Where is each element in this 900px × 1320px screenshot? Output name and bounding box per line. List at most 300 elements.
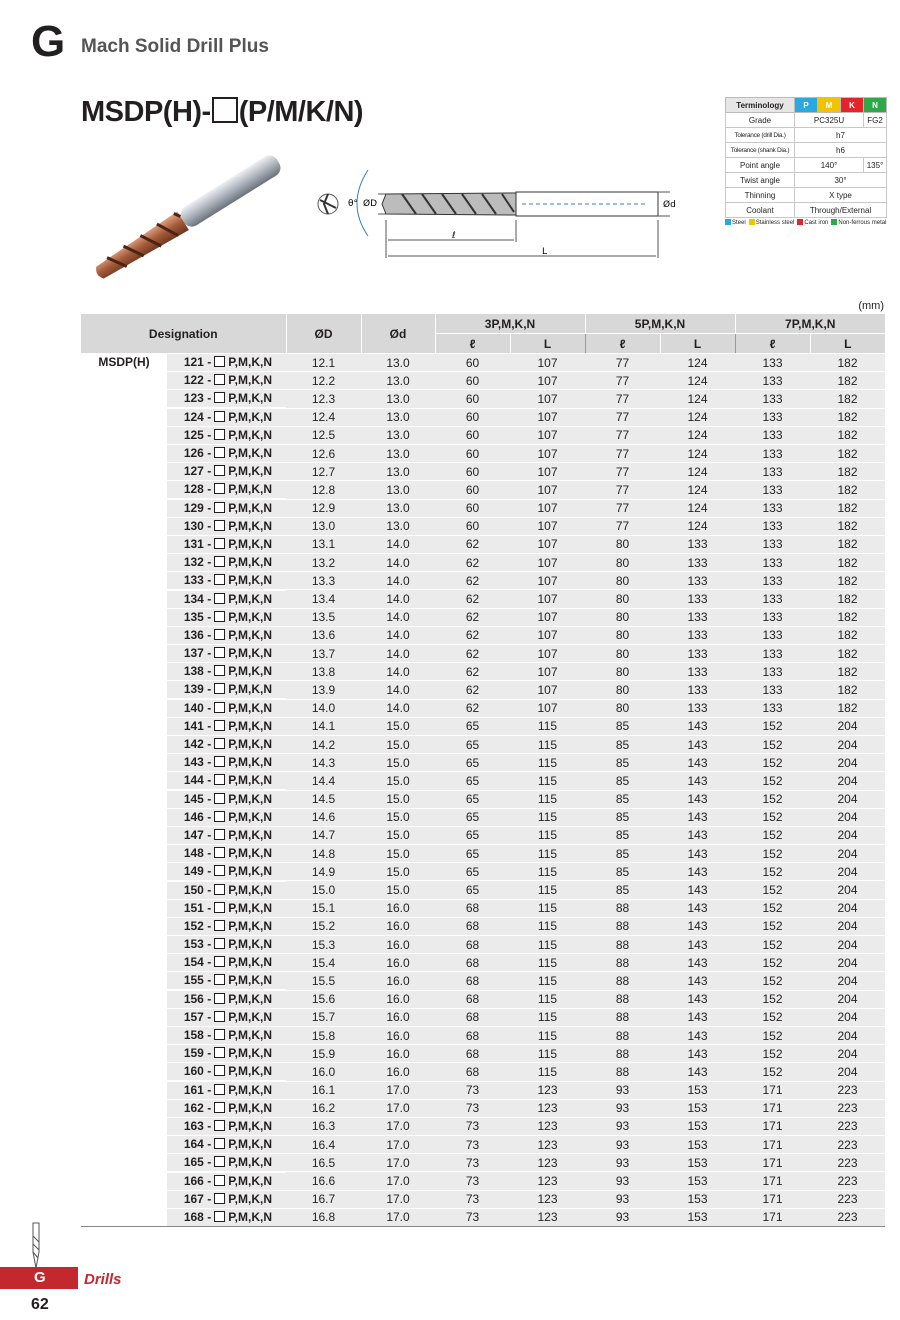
spec-header-row [726, 98, 887, 113]
od-cell: 12.8 [286, 481, 361, 499]
angle-label: θ° [348, 199, 359, 209]
designation-label: 138 - P,M,K,N [167, 663, 286, 680]
flute-3d-cell: 68 [435, 1026, 510, 1044]
designation-label: 124 - P,M,K,N [167, 409, 286, 426]
flute-3d-cell: 60 [435, 390, 510, 408]
od-cell: 16.3 [286, 1117, 361, 1135]
sd-cell: 14.0 [361, 535, 435, 553]
od-cell: 13.7 [286, 645, 361, 663]
total-3d-cell: 115 [510, 990, 585, 1008]
series-label [81, 791, 167, 808]
designation-code: 127 [183, 464, 204, 479]
flute-7d-cell: 133 [735, 463, 810, 481]
placeholder-box-icon [214, 520, 225, 531]
designation-code: 160 [183, 1064, 204, 1079]
spec-label: Point angle [726, 158, 795, 173]
od-cell: 12.4 [286, 408, 361, 426]
col-group-3d: 3P,M,K,N [435, 314, 585, 334]
designation-wrap [81, 1063, 286, 1081]
spec-label: Coolant [726, 203, 795, 218]
designation-code: 126 [183, 446, 204, 461]
od-cell: 15.6 [286, 990, 361, 1008]
table-row [81, 954, 885, 972]
designation-suffix: P,M,K,N [228, 1155, 272, 1170]
series-label [81, 718, 167, 735]
designation-wrap [81, 408, 286, 426]
designation-code: 132 [183, 555, 204, 570]
total-3d-cell: 115 [510, 954, 585, 972]
total-7d-cell: 182 [810, 645, 885, 663]
col-5d-flute-length: ℓ [585, 334, 660, 354]
total-7d-cell: 204 [810, 790, 885, 808]
designation-wrap [81, 1154, 286, 1172]
designation-suffix: P,M,K,N [228, 536, 272, 551]
designation-label: 128 - P,M,K,N [167, 481, 286, 498]
designation-label: 143 - P,M,K,N [167, 754, 286, 771]
od-cell: 15.5 [286, 972, 361, 990]
total-3d-cell: 107 [510, 354, 585, 372]
table-row [81, 608, 885, 626]
flute-7d-cell: 152 [735, 790, 810, 808]
total-7d-cell: 204 [810, 735, 885, 753]
od-cell: 16.6 [286, 1172, 361, 1190]
total-3d-cell: 123 [510, 1136, 585, 1154]
od-cell: 13.9 [286, 681, 361, 699]
od-cell: 15.2 [286, 917, 361, 935]
flute-5d-cell: 80 [585, 572, 660, 590]
spec-row-tol-drill [726, 128, 887, 143]
total-3d-cell: 115 [510, 972, 585, 990]
table-row [81, 699, 885, 717]
series-label [81, 1118, 167, 1135]
sd-cell: 16.0 [361, 954, 435, 972]
designation-label: 125 - P,M,K,N [167, 427, 286, 444]
drill-diagram [312, 162, 674, 262]
designation-wrap [81, 917, 286, 935]
series-label [81, 972, 167, 989]
total-7d-cell: 223 [810, 1190, 885, 1208]
placeholder-box-icon [214, 556, 225, 567]
designation-wrap [81, 699, 286, 717]
placeholder-box-icon [214, 593, 225, 604]
flute-5d-cell: 93 [585, 1154, 660, 1172]
od-cell: 12.1 [286, 354, 361, 372]
designation-code: 157 [183, 1009, 204, 1024]
total-3d-cell: 115 [510, 899, 585, 917]
flute-5d-cell: 88 [585, 899, 660, 917]
flute-7d-cell: 171 [735, 1172, 810, 1190]
spec-value: 140° [795, 158, 864, 173]
table-row [81, 408, 885, 426]
table-row [81, 936, 885, 954]
total-5d-cell: 143 [660, 790, 735, 808]
placeholder-box-icon [214, 611, 225, 622]
total-5d-cell: 143 [660, 881, 735, 899]
col-designation: Designation [81, 314, 286, 354]
drill-photo [78, 158, 300, 276]
placeholder-box-icon [214, 392, 225, 403]
designation-code: 128 [183, 482, 204, 497]
total-5d-cell: 133 [660, 626, 735, 644]
table-row [81, 645, 885, 663]
total-7d-cell: 204 [810, 972, 885, 990]
total-3d-cell: 123 [510, 1154, 585, 1172]
table-row [81, 372, 885, 390]
total-5d-cell: 153 [660, 1154, 735, 1172]
designation-label: 158 - P,M,K,N [167, 1027, 286, 1044]
designation-code: 138 [183, 664, 204, 679]
series-label [81, 536, 167, 553]
total-7d-cell: 182 [810, 444, 885, 462]
sd-cell: 15.0 [361, 845, 435, 863]
designation-code: 133 [183, 573, 204, 588]
od-cell: 16.1 [286, 1081, 361, 1099]
series-label [81, 427, 167, 444]
total-7d-cell: 204 [810, 1045, 885, 1063]
sd-cell: 14.0 [361, 590, 435, 608]
flute-3d-cell: 65 [435, 735, 510, 753]
col-3d-flute-length: ℓ [435, 334, 510, 354]
flute-5d-cell: 93 [585, 1208, 660, 1226]
od-cell: 14.4 [286, 772, 361, 790]
designation-wrap [81, 681, 286, 699]
total-7d-cell: 182 [810, 681, 885, 699]
table-row [81, 663, 885, 681]
table-row [81, 881, 885, 899]
designation-code: 131 [183, 536, 204, 551]
designation-label: 133 - P,M,K,N [167, 572, 286, 589]
sd-cell: 13.0 [361, 499, 435, 517]
total-3d-cell: 115 [510, 917, 585, 935]
total-7d-cell: 182 [810, 535, 885, 553]
flute-7d-cell: 171 [735, 1117, 810, 1135]
flute-3d-cell: 65 [435, 772, 510, 790]
series-label [81, 1045, 167, 1062]
placeholder-box-icon [214, 447, 225, 458]
flute-3d-cell: 68 [435, 990, 510, 1008]
total-7d-cell: 182 [810, 354, 885, 372]
od-cell: 12.6 [286, 444, 361, 462]
placeholder-box-icon [214, 829, 225, 840]
flute-7d-cell: 152 [735, 1008, 810, 1026]
total-3d-cell: 107 [510, 590, 585, 608]
designation-label: 142 - P,M,K,N [167, 736, 286, 753]
od-cell: 13.4 [286, 590, 361, 608]
flute-3d-cell: 68 [435, 1045, 510, 1063]
designation-label: 153 - P,M,K,N [167, 936, 286, 953]
od-cell: 16.8 [286, 1208, 361, 1226]
total-5d-cell: 124 [660, 499, 735, 517]
total-7d-cell: 182 [810, 699, 885, 717]
od-cell: 14.7 [286, 826, 361, 844]
total-7d-cell: 204 [810, 899, 885, 917]
designation-wrap [81, 663, 286, 681]
total-3d-cell: 107 [510, 554, 585, 572]
section-tab-title: Drills [84, 1271, 122, 1288]
total-5d-cell: 124 [660, 426, 735, 444]
designation-code: 135 [183, 609, 204, 624]
designation-wrap [81, 626, 286, 644]
series-label [81, 591, 167, 608]
designation-wrap [81, 372, 286, 390]
placeholder-box-icon [214, 502, 225, 513]
flute-5d-cell: 93 [585, 1117, 660, 1135]
total-7d-cell: 182 [810, 554, 885, 572]
series-label [81, 863, 167, 880]
placeholder-box-icon [214, 920, 225, 931]
total-7d-cell: 182 [810, 426, 885, 444]
flute-7d-cell: 152 [735, 772, 810, 790]
flute-7d-cell: 133 [735, 699, 810, 717]
od-cell: 14.5 [286, 790, 361, 808]
od-cell: 16.5 [286, 1154, 361, 1172]
designation-label: 162 - P,M,K,N [167, 1100, 286, 1117]
placeholder-box-icon [214, 1047, 225, 1058]
flute-7d-cell: 133 [735, 626, 810, 644]
flute-5d-cell: 85 [585, 845, 660, 863]
series-label [81, 609, 167, 626]
flute-7d-cell: 133 [735, 608, 810, 626]
sd-cell: 15.0 [361, 772, 435, 790]
flute-7d-cell: 152 [735, 1045, 810, 1063]
flute-7d-cell: 171 [735, 1208, 810, 1226]
designation-suffix: P,M,K,N [228, 1137, 272, 1152]
flute-3d-cell: 65 [435, 790, 510, 808]
total-length-label: L [542, 247, 548, 257]
designation-suffix: P,M,K,N [228, 373, 272, 388]
designation-code: 136 [183, 627, 204, 642]
designation-label: 152 - P,M,K,N [167, 918, 286, 935]
total-5d-cell: 133 [660, 663, 735, 681]
total-5d-cell: 124 [660, 354, 735, 372]
sd-cell: 17.0 [361, 1136, 435, 1154]
flute-3d-cell: 65 [435, 881, 510, 899]
sd-cell: 15.0 [361, 717, 435, 735]
section-title: Mach Solid Drill Plus [81, 36, 269, 57]
od-cell: 12.2 [286, 372, 361, 390]
spec-header-k: K [841, 98, 864, 113]
flute-7d-cell: 133 [735, 645, 810, 663]
total-5d-cell: 153 [660, 1081, 735, 1099]
total-7d-cell: 223 [810, 1208, 885, 1226]
designation-suffix: P,M,K,N [228, 682, 272, 697]
col-group-5d: 5P,M,K,N [585, 314, 735, 334]
col-7d-flute-length: ℓ [735, 334, 810, 354]
series-label [81, 845, 167, 862]
designation-suffix: P,M,K,N [228, 955, 272, 970]
series-label [81, 518, 167, 535]
designation-suffix: P,M,K,N [228, 937, 272, 952]
flute-5d-cell: 80 [585, 590, 660, 608]
flute-3d-cell: 68 [435, 936, 510, 954]
total-3d-cell: 115 [510, 1045, 585, 1063]
flute-5d-cell: 77 [585, 390, 660, 408]
total-7d-cell: 182 [810, 663, 885, 681]
total-7d-cell: 204 [810, 990, 885, 1008]
designation-label: 150 - P,M,K,N [167, 882, 286, 899]
table-row [81, 1026, 885, 1044]
flute-5d-cell: 77 [585, 444, 660, 462]
total-3d-cell: 115 [510, 1026, 585, 1044]
sd-cell: 13.0 [361, 390, 435, 408]
flute-7d-cell: 133 [735, 372, 810, 390]
designation-suffix: P,M,K,N [228, 591, 272, 606]
flute-7d-cell: 152 [735, 972, 810, 990]
table-row [81, 390, 885, 408]
designation-suffix: P,M,K,N [228, 791, 272, 806]
flute-5d-cell: 85 [585, 772, 660, 790]
series-label [81, 372, 167, 389]
placeholder-box-icon [214, 1156, 225, 1167]
flute-7d-cell: 133 [735, 535, 810, 553]
designation-wrap [81, 1172, 286, 1190]
legend-stainless: Stainless steel [749, 219, 795, 226]
total-3d-cell: 107 [510, 645, 585, 663]
designation-code: 122 [183, 373, 204, 388]
total-3d-cell: 115 [510, 754, 585, 772]
flute-7d-cell: 152 [735, 990, 810, 1008]
flute-5d-cell: 77 [585, 354, 660, 372]
flute-5d-cell: 85 [585, 826, 660, 844]
flute-5d-cell: 80 [585, 608, 660, 626]
total-5d-cell: 143 [660, 990, 735, 1008]
designation-wrap [81, 572, 286, 590]
series-label [81, 1009, 167, 1026]
series-label [81, 882, 167, 899]
table-row [81, 554, 885, 572]
designation-suffix: P,M,K,N [228, 664, 272, 679]
designation-suffix: P,M,K,N [228, 755, 272, 770]
flute-5d-cell: 85 [585, 790, 660, 808]
total-7d-cell: 204 [810, 717, 885, 735]
table-row [81, 517, 885, 535]
designation-label: 157 - P,M,K,N [167, 1009, 286, 1026]
table-row [81, 754, 885, 772]
spec-table [725, 97, 887, 218]
designation-code: 150 [183, 882, 204, 897]
flute-7d-cell: 133 [735, 481, 810, 499]
total-3d-cell: 123 [510, 1099, 585, 1117]
designation-code: 137 [183, 646, 204, 661]
total-3d-cell: 107 [510, 681, 585, 699]
total-5d-cell: 133 [660, 608, 735, 626]
placeholder-box-icon [214, 1120, 225, 1131]
placeholder-box-icon [214, 993, 225, 1004]
total-7d-cell: 182 [810, 408, 885, 426]
total-3d-cell: 107 [510, 444, 585, 462]
designation-label: 134 - P,M,K,N [167, 591, 286, 608]
designation-label: 156 - P,M,K,N [167, 991, 286, 1008]
series-label [81, 500, 167, 517]
designation-label: 135 - P,M,K,N [167, 609, 286, 626]
designation-label: 144 - P,M,K,N [167, 772, 286, 789]
series-label [81, 991, 167, 1008]
series-label [81, 736, 167, 753]
series-label [81, 1209, 167, 1226]
flute-7d-cell: 133 [735, 590, 810, 608]
series-label [81, 463, 167, 480]
flute-7d-cell: 133 [735, 554, 810, 572]
series-label [81, 809, 167, 826]
total-5d-cell: 124 [660, 481, 735, 499]
placeholder-box-icon [214, 1029, 225, 1040]
designation-code: 164 [183, 1137, 204, 1152]
sd-cell: 13.0 [361, 372, 435, 390]
designation-suffix: P,M,K,N [228, 718, 272, 733]
flute-3d-cell: 60 [435, 517, 510, 535]
sd-cell: 14.0 [361, 554, 435, 572]
table-row [81, 463, 885, 481]
table-row [81, 1136, 885, 1154]
flute-5d-cell: 77 [585, 481, 660, 499]
total-7d-cell: 182 [810, 463, 885, 481]
total-7d-cell: 223 [810, 1099, 885, 1117]
designation-label: 127 - P,M,K,N [167, 463, 286, 480]
legend-swatch-m [749, 219, 755, 225]
table-row [81, 1208, 885, 1226]
designation-suffix: P,M,K,N [228, 482, 272, 497]
flute-3d-cell: 73 [435, 1081, 510, 1099]
od-cell: 12.5 [286, 426, 361, 444]
designation-wrap [81, 535, 286, 553]
flute-5d-cell: 85 [585, 881, 660, 899]
spec-header-m: M [818, 98, 841, 113]
series-label [81, 900, 167, 917]
flute-5d-cell: 85 [585, 808, 660, 826]
total-7d-cell: 204 [810, 1008, 885, 1026]
placeholder-box-icon [214, 956, 225, 967]
drill-icon [28, 1222, 44, 1270]
flute-5d-cell: 88 [585, 1063, 660, 1081]
spec-value: h7 [795, 128, 887, 143]
od-cell: 16.4 [286, 1136, 361, 1154]
od-cell: 13.3 [286, 572, 361, 590]
flute-3d-cell: 62 [435, 535, 510, 553]
placeholder-box-icon [214, 756, 225, 767]
od-cell: 14.3 [286, 754, 361, 772]
od-cell: 15.1 [286, 899, 361, 917]
spec-value: 30° [795, 173, 887, 188]
total-7d-cell: 182 [810, 608, 885, 626]
designation-suffix: P,M,K,N [228, 518, 272, 533]
designation-code: 149 [183, 864, 204, 879]
total-5d-cell: 153 [660, 1117, 735, 1135]
designation-suffix: P,M,K,N [228, 1028, 272, 1043]
flute-5d-cell: 88 [585, 1045, 660, 1063]
designation-code: 124 [183, 409, 204, 424]
designation-code: 146 [183, 809, 204, 824]
flute-5d-cell: 80 [585, 699, 660, 717]
series-label [81, 409, 167, 426]
flute-3d-cell: 68 [435, 917, 510, 935]
sd-cell: 14.0 [361, 663, 435, 681]
spec-header-p: P [795, 98, 818, 113]
designation-wrap [81, 735, 286, 753]
sd-cell: 15.0 [361, 881, 435, 899]
total-7d-cell: 204 [810, 826, 885, 844]
flute-7d-cell: 133 [735, 354, 810, 372]
total-5d-cell: 153 [660, 1099, 735, 1117]
designation-suffix: P,M,K,N [228, 882, 272, 897]
section-letter: G [31, 17, 66, 66]
placeholder-box-icon [214, 793, 225, 804]
total-5d-cell: 143 [660, 917, 735, 935]
sd-cell: 16.0 [361, 1008, 435, 1026]
flute-5d-cell: 85 [585, 735, 660, 753]
flute-5d-cell: 77 [585, 372, 660, 390]
total-5d-cell: 143 [660, 936, 735, 954]
designation-label: 137 - P,M,K,N [167, 645, 286, 662]
